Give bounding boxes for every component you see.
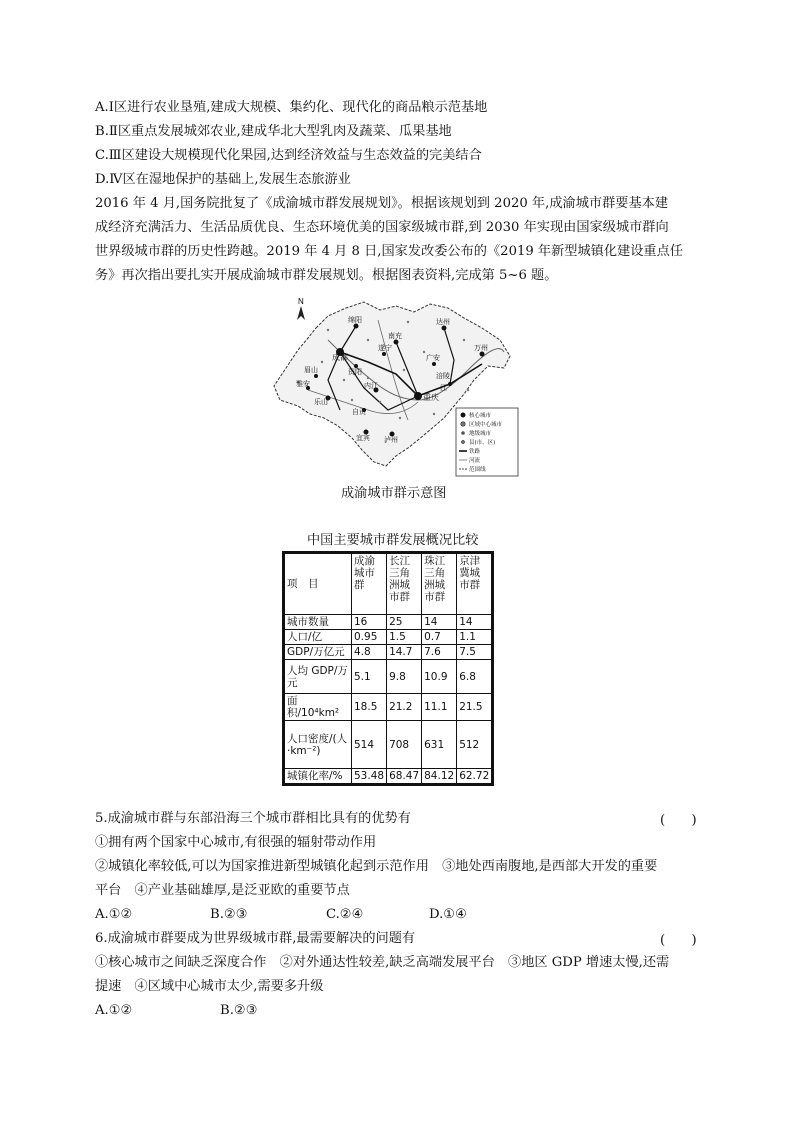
- question-6-statement: 提速 ④区域中心城市太少,需要多升级: [95, 979, 324, 994]
- table-row: [284, 769, 493, 785]
- question-5-statement: ①拥有两个国家中心城市,有很强的辐射带动作用: [95, 835, 377, 850]
- passage-line: 世界级城市群的历史性跨越。2019 年 4 月 8 日,国家发改委公布的《2019 年新型城镇化建设重点任: [95, 244, 683, 259]
- table-cell: 人口/亿: [284, 630, 352, 645]
- city-label: 内江: [364, 382, 378, 390]
- svg-text:N: N: [298, 297, 304, 306]
- city-label: 重庆: [423, 393, 439, 402]
- city-label: 达州: [436, 318, 450, 326]
- table-cell: 面积/10⁴km²: [284, 694, 352, 721]
- table-cell: 城镇化率/%: [284, 769, 352, 785]
- table-cell: 4.8: [352, 645, 387, 660]
- option-c: C.Ⅲ区建设大规模现代化果园,达到经济效益与生态效益的完美结合: [95, 148, 482, 163]
- answer-option[interactable]: C.②④: [326, 907, 364, 922]
- table-cell: 708: [387, 721, 422, 769]
- table-title: 中国主要城市群发展概况比较: [307, 533, 479, 548]
- passage-line: 成经济充满活力、生活品质优良、生态环境优美的国家级城市群,到 2030 年实现由国家级城市群向: [95, 220, 669, 235]
- table-header-row: [284, 553, 493, 615]
- table-row: [284, 660, 493, 694]
- table-cell: 7.6: [422, 645, 457, 660]
- table-cell: 631: [422, 721, 457, 769]
- city-label: 资阳: [348, 368, 362, 376]
- table-cell: 人口密度/(人·km⁻²): [284, 721, 352, 769]
- table-cell: 21.2: [387, 694, 422, 721]
- question-5-statement: 平台 ④产业基础雄厚,是泛亚欧的重要节点: [95, 883, 350, 898]
- passage-line: 务》再次指出要扎实开展成渝城市群发展规划。根据图表资料,完成第 5~6 题。: [95, 268, 558, 283]
- question-6-options: [95, 1001, 258, 1021]
- answer-paren: ( ): [660, 933, 697, 948]
- table-cell: 62.72: [457, 769, 493, 785]
- city-label: 乐山: [314, 398, 328, 406]
- table-cell: 7.5: [457, 645, 493, 660]
- table-cell: 10.9: [422, 660, 457, 694]
- table-cell: 0.95: [352, 630, 387, 645]
- table-cell: 0.7: [422, 630, 457, 645]
- legend-label: 县(市、区): [469, 440, 496, 446]
- table-cell: 人均 GDP/万元: [284, 660, 352, 694]
- table-cell: 68.47: [387, 769, 422, 785]
- legend-label: 范围线: [469, 467, 486, 473]
- table-cell: 14: [457, 615, 493, 630]
- city-label: 南充: [388, 332, 402, 340]
- option-d: D.Ⅳ区在湿地保护的基础上,发展生态旅游业: [95, 172, 351, 187]
- table-cell: 14: [422, 615, 457, 630]
- map-legend: [456, 408, 518, 476]
- city-label: 江: [440, 384, 447, 392]
- question-6-stem: 6.成渝城市群要成为世界级城市群,最需要解决的问题有: [95, 931, 416, 946]
- table-header-cell: 成渝城市群: [352, 553, 387, 615]
- map-caption: 成渝城市群示意图: [341, 486, 447, 501]
- table-cell: 14.7: [387, 645, 422, 660]
- city-label: 万州: [474, 344, 488, 352]
- table-cell: 84.12: [422, 769, 457, 785]
- table-header-cell: 京津冀城市群: [457, 553, 493, 615]
- city-label: 眉山: [304, 366, 318, 374]
- city-label: 雅安: [296, 380, 310, 388]
- city-label: 宜宾: [356, 434, 370, 442]
- table-header-cell: 项 目: [284, 553, 352, 615]
- core-city-marker: [414, 392, 422, 400]
- table-header-cell: 长江三角洲城市群: [387, 553, 422, 615]
- table-cell: 城市数量: [284, 615, 352, 630]
- table-cell: 514: [352, 721, 387, 769]
- answer-paren: ( ): [660, 813, 697, 828]
- answer-option[interactable]: B.②③: [220, 1003, 258, 1018]
- table-row: [284, 694, 493, 721]
- table-cell: 21.5: [457, 694, 493, 721]
- answer-option[interactable]: D.①④: [429, 907, 467, 922]
- legend-label: 铁路: [469, 449, 481, 455]
- table-cell: 1.1: [457, 630, 493, 645]
- question-5-statement: ②城镇化率较低,可以为国家推进新型城镇化起到示范作用 ③地处西南腹地,是西部大开发的重要: [95, 859, 658, 874]
- north-arrow: [297, 297, 305, 320]
- question-5-stem: 5.成渝城市群与东部沿海三个城市群相比具有的优势有: [95, 811, 411, 826]
- city-label: 广安: [426, 354, 440, 362]
- comparison-table: [282, 551, 494, 786]
- table-header-cell: 珠江三角洲城市群: [422, 553, 457, 615]
- question-6-statement: ①核心城市之间缺乏深度合作 ②对外通达性较差,缺乏高端发展平台 ③地区 GDP 增速太慢,还需: [95, 955, 670, 970]
- table-row: [284, 630, 493, 645]
- table-cell: 9.8: [387, 660, 422, 694]
- legend-label: 地级城市: [469, 431, 492, 437]
- passage-line: 2016 年 4 月,国务院批复了《成渝城市群发展规划》。根据该规划到 2020 年,成渝城市群要基本建: [95, 196, 669, 211]
- city-label: 绵阳: [348, 316, 362, 324]
- answer-option[interactable]: B.②③: [210, 907, 248, 922]
- table-cell: 5.1: [352, 660, 387, 694]
- option-b: B.Ⅱ区重点发展城郊农业,建成华北大型乳肉及蔬菜、瓜果基地: [95, 124, 452, 139]
- chengyu-map: [268, 290, 520, 478]
- legend-label: 河流: [469, 458, 481, 464]
- city-label: 涪陵: [436, 372, 450, 380]
- city-label: 泸州: [384, 436, 398, 444]
- table-cell: 11.1: [422, 694, 457, 721]
- city-label: 成都: [332, 353, 348, 362]
- answer-option[interactable]: A.①②: [95, 907, 133, 922]
- table-cell: 16: [352, 615, 387, 630]
- city-label: 遂宁: [378, 344, 392, 352]
- option-a: A.Ⅰ区进行农业垦殖,建成大规模、集约化、现代化的商品粮示范基地: [95, 100, 488, 115]
- table-cell: 53.48: [352, 769, 387, 785]
- legend-label: 区域中心城市: [469, 422, 503, 428]
- table-row: [284, 645, 493, 660]
- table-cell: 6.8: [457, 660, 493, 694]
- table-cell: 25: [387, 615, 422, 630]
- answer-option[interactable]: A.①②: [95, 1003, 133, 1018]
- table-row: [284, 615, 493, 630]
- table-cell: 18.5: [352, 694, 387, 721]
- legend-label: 核心城市: [469, 413, 492, 419]
- table-cell: GDP/万亿元: [284, 645, 352, 660]
- table-cell: 1.5: [387, 630, 422, 645]
- city-label: 自贡: [352, 408, 366, 416]
- table-row: [284, 721, 493, 769]
- table-cell: 512: [457, 721, 493, 769]
- question-5-options: [95, 905, 467, 925]
